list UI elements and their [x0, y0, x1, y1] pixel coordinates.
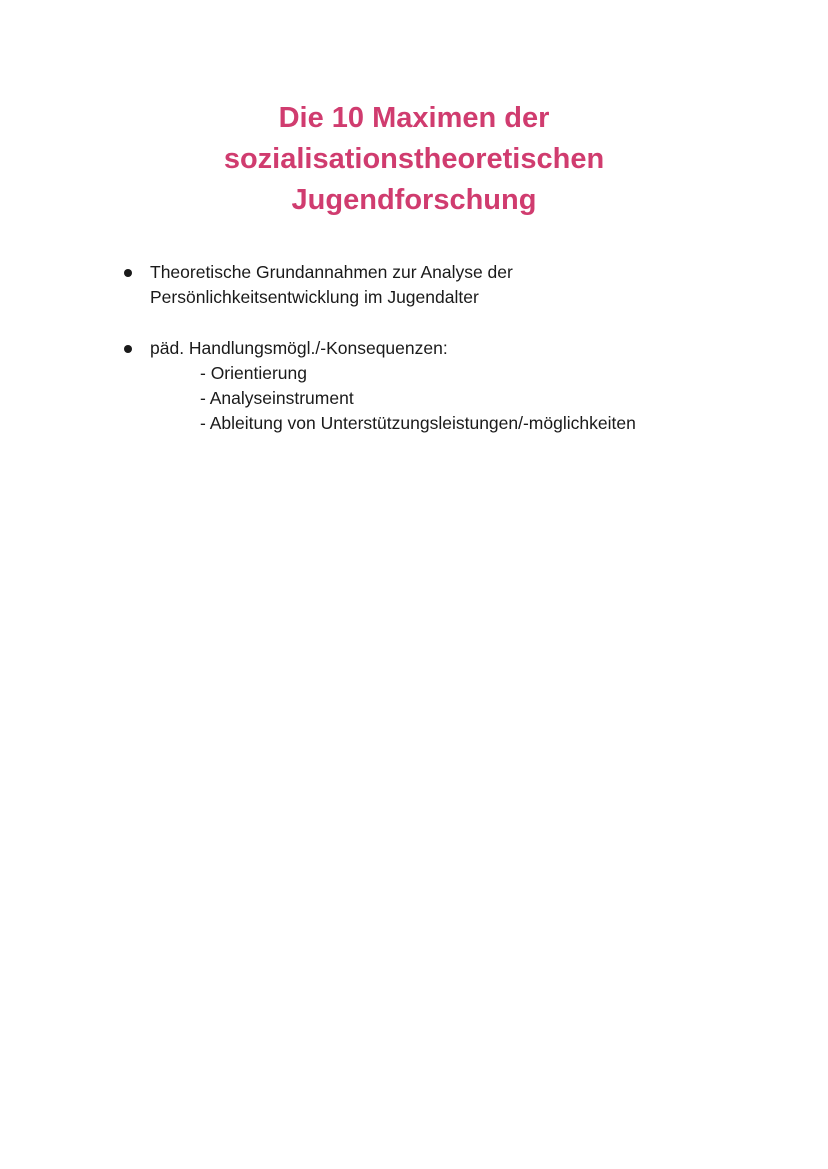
sub-list — [150, 361, 828, 436]
sub-item-analyseinstrument: - Analyseinstrument — [200, 388, 354, 408]
bullet-text-line: Persönlichkeitsentwicklung im Jugendalter — [150, 287, 479, 307]
bullet-dot-icon — [124, 269, 132, 277]
sub-item-ableitung: - Ableitung von Unterstützungsleistungen/-möglichkeiten — [200, 413, 636, 433]
title-line-3: Jugendforschung — [291, 184, 537, 216]
bullet-list — [0, 260, 828, 462]
bullet-text-line: Theoretische Grundannahmen zur Analyse der — [150, 262, 513, 282]
sub-item-orientierung: - Orientierung — [200, 363, 307, 383]
bullet-item-grundannahmen — [0, 260, 828, 310]
bullet-item-handlungsmoeglichkeiten — [0, 336, 828, 436]
title-line-2: sozialisationstheoretischen — [223, 143, 605, 175]
bullet-text-line: päd. Handlungsmögl./-Konsequenzen: — [150, 338, 448, 358]
title-line-1: Die 10 Maximen der — [278, 102, 550, 134]
bullet-dot-icon — [124, 345, 132, 353]
page-title — [0, 98, 828, 221]
